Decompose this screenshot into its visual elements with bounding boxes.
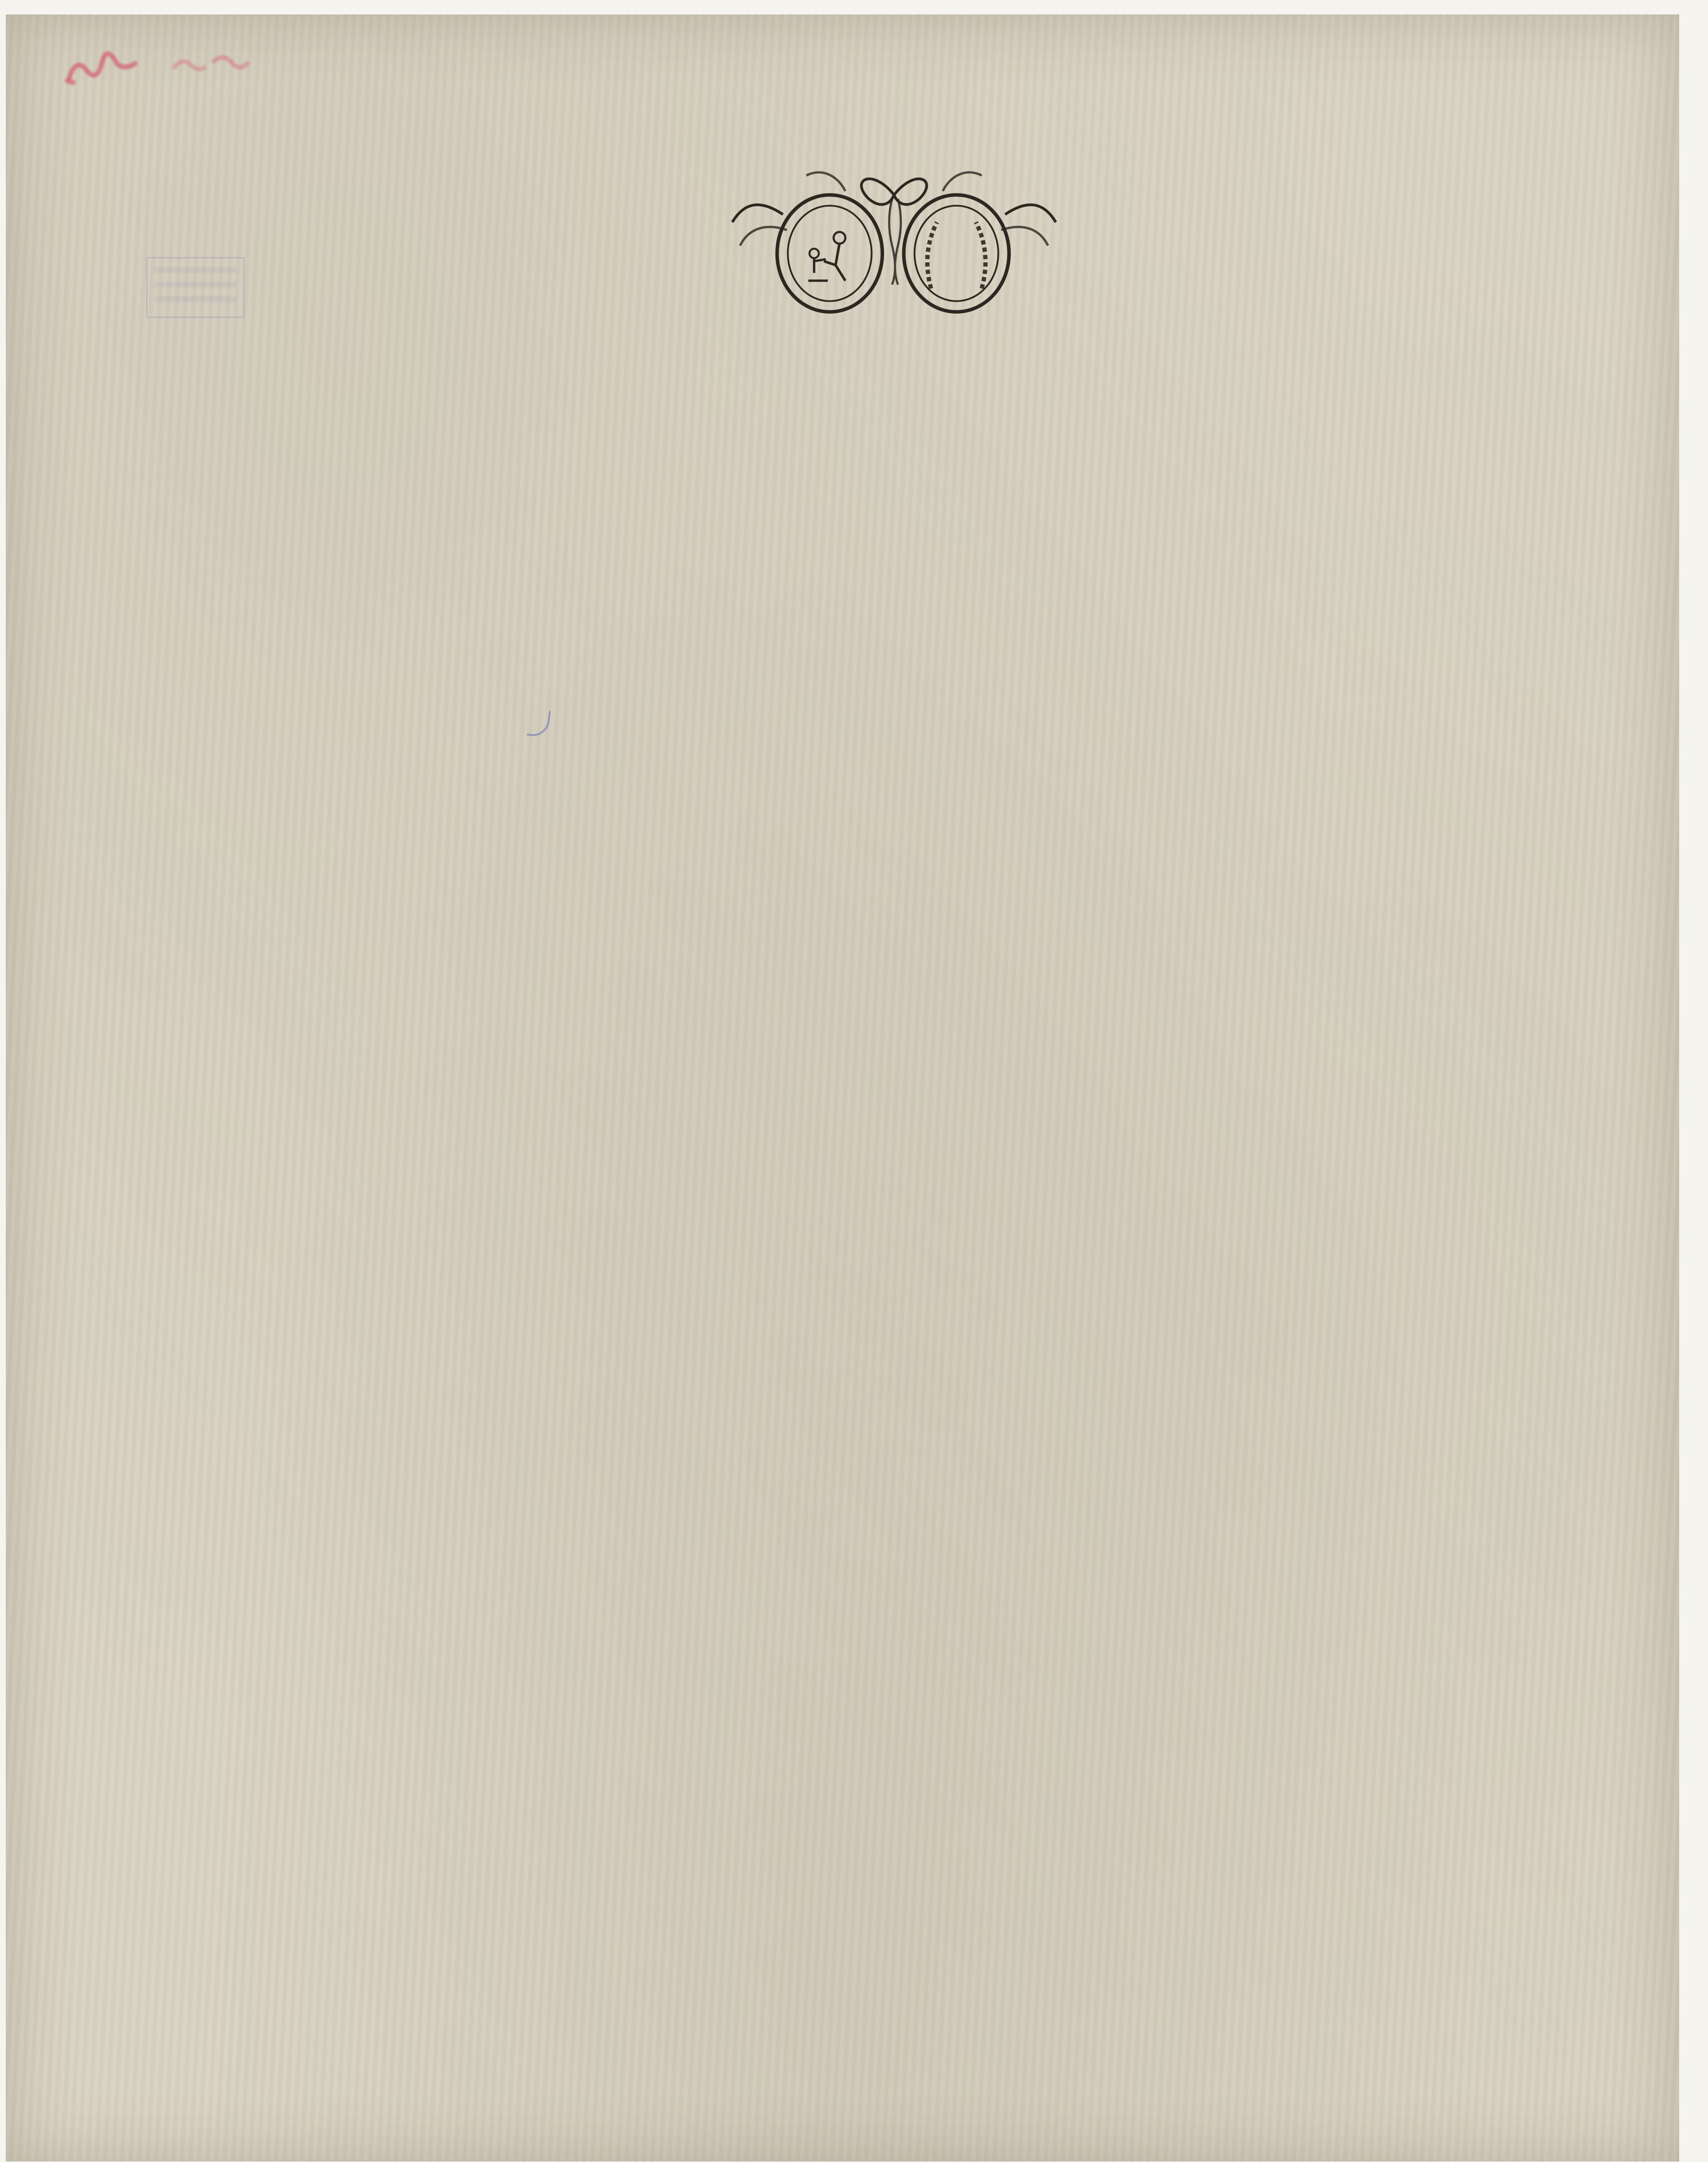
blue-collection-stamp: [146, 257, 245, 318]
emblem: [728, 161, 1060, 322]
blue-pen-mark: [527, 708, 551, 738]
red-ink-mark: [60, 38, 258, 90]
paper-sheet: [6, 14, 1679, 2162]
